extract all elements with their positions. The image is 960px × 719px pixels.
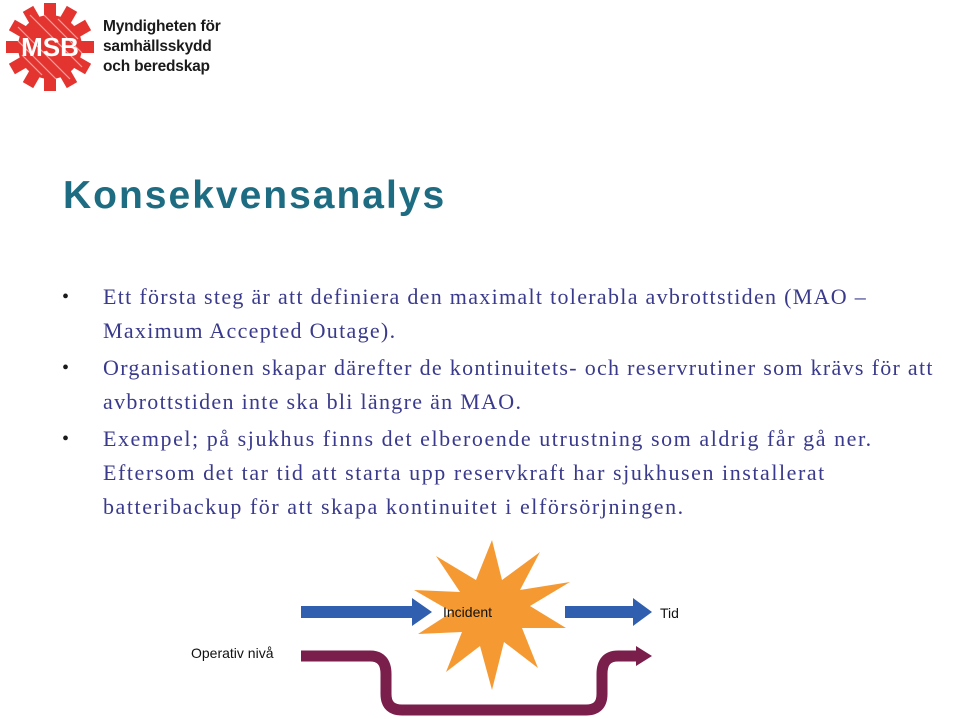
org-name [103,17,221,77]
bullet-item [62,280,958,348]
bullet-item [62,422,958,524]
msb-logo [4,2,221,92]
operative-level-line [301,656,640,710]
incident-label: Incident [443,604,493,620]
org-name-line-3: och beredskap [103,58,210,75]
bullet-text: Exempel; på sjukhus finns det elberoende utrustning som aldrig får gå ner. Eftersom det tar tid att starta upp reservkraft har sjukhusen installerat batteribackup för att skapa kontinuitet i elförsörjningen. [103,426,873,519]
org-name-line-2: samhällsskydd [103,38,212,55]
bullet-item [62,351,958,419]
operative-level-label: Operativ nivå [191,645,274,661]
time-arrow-right [565,598,652,626]
bullet-dot: • [62,357,71,379]
bullet-text: Organisationen skapar därefter de kontinuitets- och reservrutiner som krävs för att avbrottstiden inte ska bli längre än MAO. [103,355,934,414]
time-label: Tid [660,605,679,621]
bullet-text: Ett första steg är att definiera den maximalt tolerabla avbrottstiden (MAO – Maximum Accepted Outage). [103,284,868,343]
slide-title: Konsekvensanalys [63,174,447,217]
msb-logo-mark [4,2,96,92]
time-arrow-left [301,598,432,626]
logo-text: MSB [21,32,79,62]
bullet-list [62,280,958,527]
bullet-dot: • [62,286,71,308]
operative-level-arrowhead [636,646,652,666]
org-name-line-1: Myndigheten för [103,18,221,35]
bullet-dot: • [62,428,71,450]
